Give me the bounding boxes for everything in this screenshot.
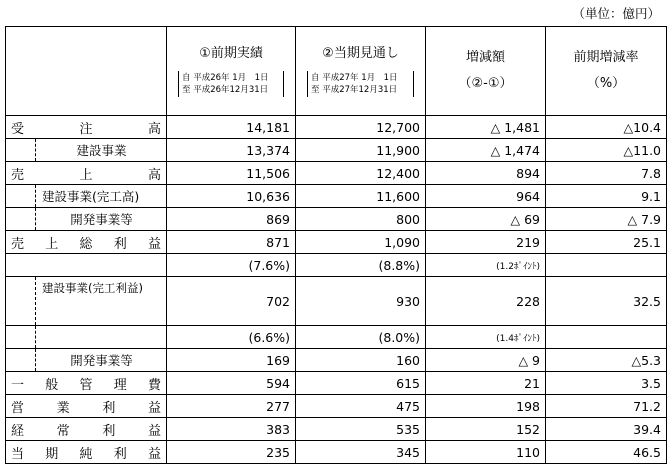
- header-prior-title: ①前期実績: [199, 46, 263, 61]
- forecast-value: 11,900: [296, 139, 426, 162]
- forecast-margin: (8.8%): [296, 254, 426, 277]
- label-char: 上: [79, 167, 93, 183]
- label-char: 上: [45, 236, 59, 252]
- label-char: 管: [79, 377, 93, 393]
- label-char: 利: [113, 236, 127, 252]
- label-char: 業: [56, 400, 70, 416]
- prior-value: 869: [167, 208, 296, 231]
- label-char: 費: [147, 377, 161, 393]
- row-label-text: 開発事業等: [35, 208, 161, 230]
- row-sga: [6, 372, 667, 395]
- row-label: [6, 162, 167, 185]
- rate-value: 46.5: [546, 441, 667, 464]
- row-gross-construction-margin: [6, 326, 667, 349]
- forecast-value: 535: [296, 418, 426, 441]
- forecast-value: 475: [296, 395, 426, 418]
- label-char: 一: [11, 377, 25, 393]
- rate-value: △5.3: [546, 349, 667, 372]
- header-forecast: [296, 27, 426, 116]
- forecast-value: 930: [296, 277, 426, 326]
- header-forecast-from: 自 平成27年 1月 1日: [311, 73, 398, 83]
- blank-cell: [546, 326, 667, 349]
- row-label: [6, 208, 167, 231]
- blank-cell: [546, 254, 667, 277]
- row-sales-construction: [6, 185, 667, 208]
- header-prior: [167, 27, 296, 116]
- row-orders-construction: [6, 139, 667, 162]
- forecast-value: 12,700: [296, 116, 426, 139]
- header-prior-from: 自 平成26年 1月 1日: [182, 73, 269, 83]
- row-gross-margin: [6, 254, 667, 277]
- row-label-text: 建設事業(完工利益): [35, 277, 161, 325]
- label-char: 益: [147, 423, 161, 439]
- spread-label: [11, 420, 161, 439]
- header-rate: [546, 27, 667, 116]
- row-ordinary-profit: [6, 418, 667, 441]
- label-char: 経: [11, 423, 25, 439]
- spread-label: [11, 233, 161, 252]
- forecast-value: 160: [296, 349, 426, 372]
- prior-margin: (7.6%): [167, 254, 296, 277]
- label-char: 期: [45, 446, 59, 462]
- spread-label: [11, 374, 161, 393]
- label-char: 純: [79, 446, 93, 462]
- rate-value: △ 7.9: [546, 208, 667, 231]
- prior-value: 702: [167, 277, 296, 326]
- prior-value: 594: [167, 372, 296, 395]
- rate-value: 9.1: [546, 185, 667, 208]
- prior-value: 10,636: [167, 185, 296, 208]
- prior-value: 13,374: [167, 139, 296, 162]
- change-value: 110: [426, 441, 546, 464]
- forecast-margin: (8.0%): [296, 326, 426, 349]
- forecast-value: 800: [296, 208, 426, 231]
- header-forecast-title: ②当期見通し: [322, 46, 399, 61]
- header-change-title: 増減額: [465, 50, 505, 65]
- change-value: 964: [426, 185, 546, 208]
- prior-value: 169: [167, 349, 296, 372]
- header-change: [426, 27, 546, 116]
- label-char: 益: [147, 446, 161, 462]
- prior-value: 383: [167, 418, 296, 441]
- header-rate-title: 前期増減率: [573, 50, 639, 65]
- change-value: 152: [426, 418, 546, 441]
- header-prior-to: 至 平成26年12月31日: [182, 85, 269, 95]
- header-rate-sub: （%）: [586, 76, 626, 91]
- financial-forecast-table: [5, 26, 667, 464]
- change-value: △ 1,481: [426, 116, 546, 139]
- forecast-value: 1,090: [296, 231, 426, 254]
- label-char: 益: [147, 400, 161, 416]
- row-label: [6, 231, 167, 254]
- change-value: 228: [426, 277, 546, 326]
- change-value: 219: [426, 231, 546, 254]
- row-gross-construction: [6, 277, 667, 326]
- row-label-text: 開発事業等: [35, 349, 161, 371]
- blank-cell: [6, 254, 167, 277]
- change-value: 198: [426, 395, 546, 418]
- forecast-value: 11,600: [296, 185, 426, 208]
- change-value: 894: [426, 162, 546, 185]
- forecast-value: 12,400: [296, 162, 426, 185]
- spread-label: [11, 164, 161, 183]
- change-value: 21: [426, 372, 546, 395]
- prior-value: 14,181: [167, 116, 296, 139]
- rate-value: 71.2: [546, 395, 667, 418]
- label-char: 利: [102, 400, 116, 416]
- row-label: [6, 372, 167, 395]
- rate-value: 25.1: [546, 231, 667, 254]
- change-points: (1.4ﾎﾟｲﾝﾄ): [426, 326, 546, 349]
- row-label: [6, 139, 167, 162]
- row-label: [6, 116, 167, 139]
- rate-value: △11.0: [546, 139, 667, 162]
- row-label-cont: [6, 326, 167, 349]
- row-orders: [6, 116, 667, 139]
- label-char: 理: [113, 377, 127, 393]
- prior-value: 871: [167, 231, 296, 254]
- row-label: [6, 277, 167, 326]
- row-net-profit: [6, 441, 667, 464]
- forecast-value: 615: [296, 372, 426, 395]
- row-sales: [6, 162, 667, 185]
- row-label-text: 建設事業(完工高): [35, 185, 161, 207]
- row-label: [6, 441, 167, 464]
- prior-value: 235: [167, 441, 296, 464]
- rate-value: 39.4: [546, 418, 667, 441]
- label-char: 当: [11, 446, 25, 462]
- row-gross-development: [6, 349, 667, 372]
- prior-margin: (6.6%): [167, 326, 296, 349]
- header-row: [6, 27, 667, 116]
- row-label-text: 建設事業: [35, 139, 161, 161]
- rate-value: 7.8: [546, 162, 667, 185]
- label-char: 売: [11, 167, 25, 183]
- header-forecast-to: 至 平成27年12月31日: [311, 85, 398, 95]
- prior-value: 11,506: [167, 162, 296, 185]
- label-char: 般: [45, 377, 59, 393]
- label-char: 益: [147, 236, 161, 252]
- row-sales-development: [6, 208, 667, 231]
- row-label: [6, 418, 167, 441]
- unit-note: （単位：億円）: [572, 6, 660, 21]
- rate-value: △10.4: [546, 116, 667, 139]
- header-blank: [6, 27, 167, 116]
- label-char: 売: [11, 236, 25, 252]
- label-char: 注: [79, 121, 93, 137]
- row-label: [6, 395, 167, 418]
- change-value: △ 9: [426, 349, 546, 372]
- label-char: 営: [11, 400, 25, 416]
- row-label: [6, 185, 167, 208]
- rate-value: 32.5: [546, 277, 667, 326]
- spread-label: [11, 397, 161, 416]
- label-char: 受: [11, 121, 25, 137]
- spread-label: [11, 443, 161, 462]
- row-label: [6, 349, 167, 372]
- label-char: 常: [56, 423, 70, 439]
- change-points: (1.2ﾎﾟｲﾝﾄ): [426, 254, 546, 277]
- header-prior-period: [178, 71, 284, 97]
- rate-value: 3.5: [546, 372, 667, 395]
- label-char: 高: [147, 167, 161, 183]
- spread-label: [11, 118, 161, 137]
- change-value: △ 69: [426, 208, 546, 231]
- forecast-value: 345: [296, 441, 426, 464]
- change-value: △ 1,474: [426, 139, 546, 162]
- label-char: 高: [147, 121, 161, 137]
- prior-value: 277: [167, 395, 296, 418]
- header-forecast-period: [307, 71, 414, 97]
- label-char: 総: [79, 236, 93, 252]
- header-change-sub: （②-①）: [458, 76, 513, 91]
- row-operating-profit: [6, 395, 667, 418]
- label-char: 利: [102, 423, 116, 439]
- label-char: 利: [113, 446, 127, 462]
- row-gross-profit: [6, 231, 667, 254]
